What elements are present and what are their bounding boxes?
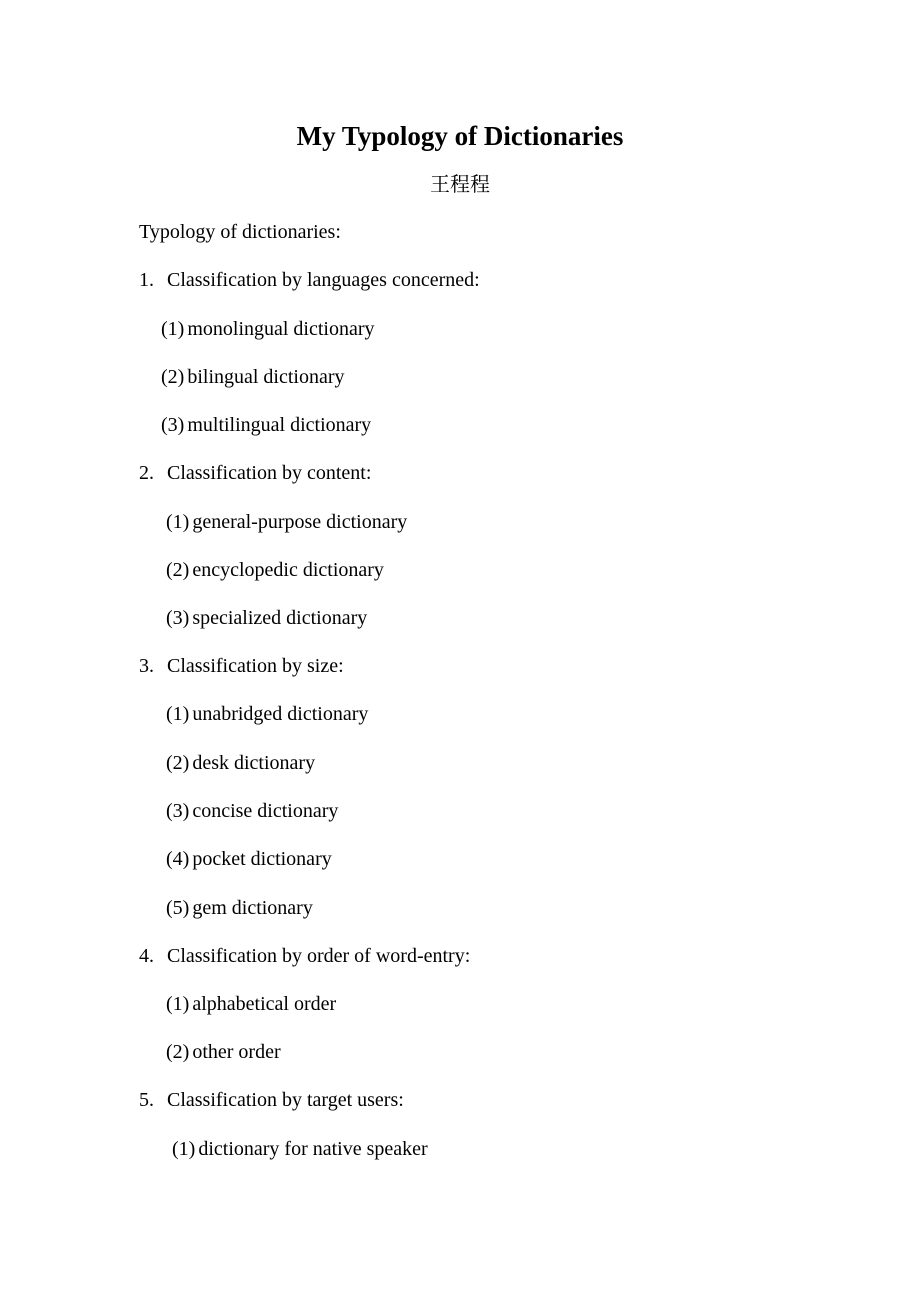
section-number: 4. xyxy=(139,945,154,967)
page-title: My Typology of Dictionaries xyxy=(296,121,624,151)
item-text: multilingual dictionary xyxy=(187,414,372,436)
item-number: (2) xyxy=(166,559,190,581)
item-text: other order xyxy=(192,1041,281,1063)
item-text: specialized dictionary xyxy=(192,607,368,629)
item-text: concise dictionary xyxy=(192,800,339,822)
section-heading-text: Classification by content: xyxy=(167,462,372,484)
list-item xyxy=(166,508,407,536)
item-number: (5) xyxy=(166,897,190,919)
item-number: (1) xyxy=(166,703,190,725)
item-number: (3) xyxy=(166,800,190,822)
item-number: (1) xyxy=(166,993,190,1015)
list-item xyxy=(166,556,384,584)
section-heading xyxy=(139,652,344,680)
item-number: (2) xyxy=(166,752,190,774)
item-text: gem dictionary xyxy=(192,897,313,919)
item-number: (4) xyxy=(166,848,190,870)
list-item xyxy=(161,363,345,391)
list-item xyxy=(166,700,368,728)
item-number: (1) xyxy=(166,511,190,533)
list-item xyxy=(166,749,315,777)
section-heading xyxy=(139,942,470,970)
item-text: alphabetical order xyxy=(192,993,337,1015)
section-number: 3. xyxy=(139,655,154,677)
item-number: (1) xyxy=(172,1138,196,1160)
item-text: dictionary for native speaker xyxy=(198,1138,428,1160)
item-text: unabridged dictionary xyxy=(192,703,369,725)
list-item xyxy=(166,797,338,825)
section-heading xyxy=(139,459,371,487)
section-heading xyxy=(139,1086,404,1114)
item-number: (3) xyxy=(166,607,190,629)
list-item xyxy=(161,411,371,439)
list-item xyxy=(161,315,375,343)
section-heading-text: Classification by target users: xyxy=(167,1089,404,1111)
list-item xyxy=(166,1038,281,1066)
item-number: (2) xyxy=(161,366,185,388)
list-item xyxy=(166,604,367,632)
item-text: desk dictionary xyxy=(192,752,316,774)
list-item xyxy=(166,990,336,1018)
list-item xyxy=(172,1135,428,1163)
section-heading-text: Classification by size: xyxy=(167,655,344,677)
section-heading xyxy=(139,266,480,294)
section-number: 1. xyxy=(139,269,154,291)
item-number: (1) xyxy=(161,318,185,340)
section-heading-text: Classification by order of word-entry: xyxy=(167,945,471,967)
author-name: 王程程 xyxy=(430,172,490,196)
item-text: pocket dictionary xyxy=(192,848,332,870)
list-item xyxy=(166,845,332,873)
item-text: monolingual dictionary xyxy=(187,318,375,340)
item-number: (3) xyxy=(161,414,185,436)
item-text: general-purpose dictionary xyxy=(192,511,408,533)
item-text: bilingual dictionary xyxy=(187,366,345,388)
item-number: (2) xyxy=(166,1041,190,1063)
intro-line: Typology of dictionaries: xyxy=(139,221,341,243)
list-item xyxy=(166,894,313,922)
section-number: 5. xyxy=(139,1089,154,1111)
section-heading-text: Classification by languages concerned: xyxy=(167,269,480,291)
item-text: encyclopedic dictionary xyxy=(192,559,384,581)
section-number: 2. xyxy=(139,462,154,484)
